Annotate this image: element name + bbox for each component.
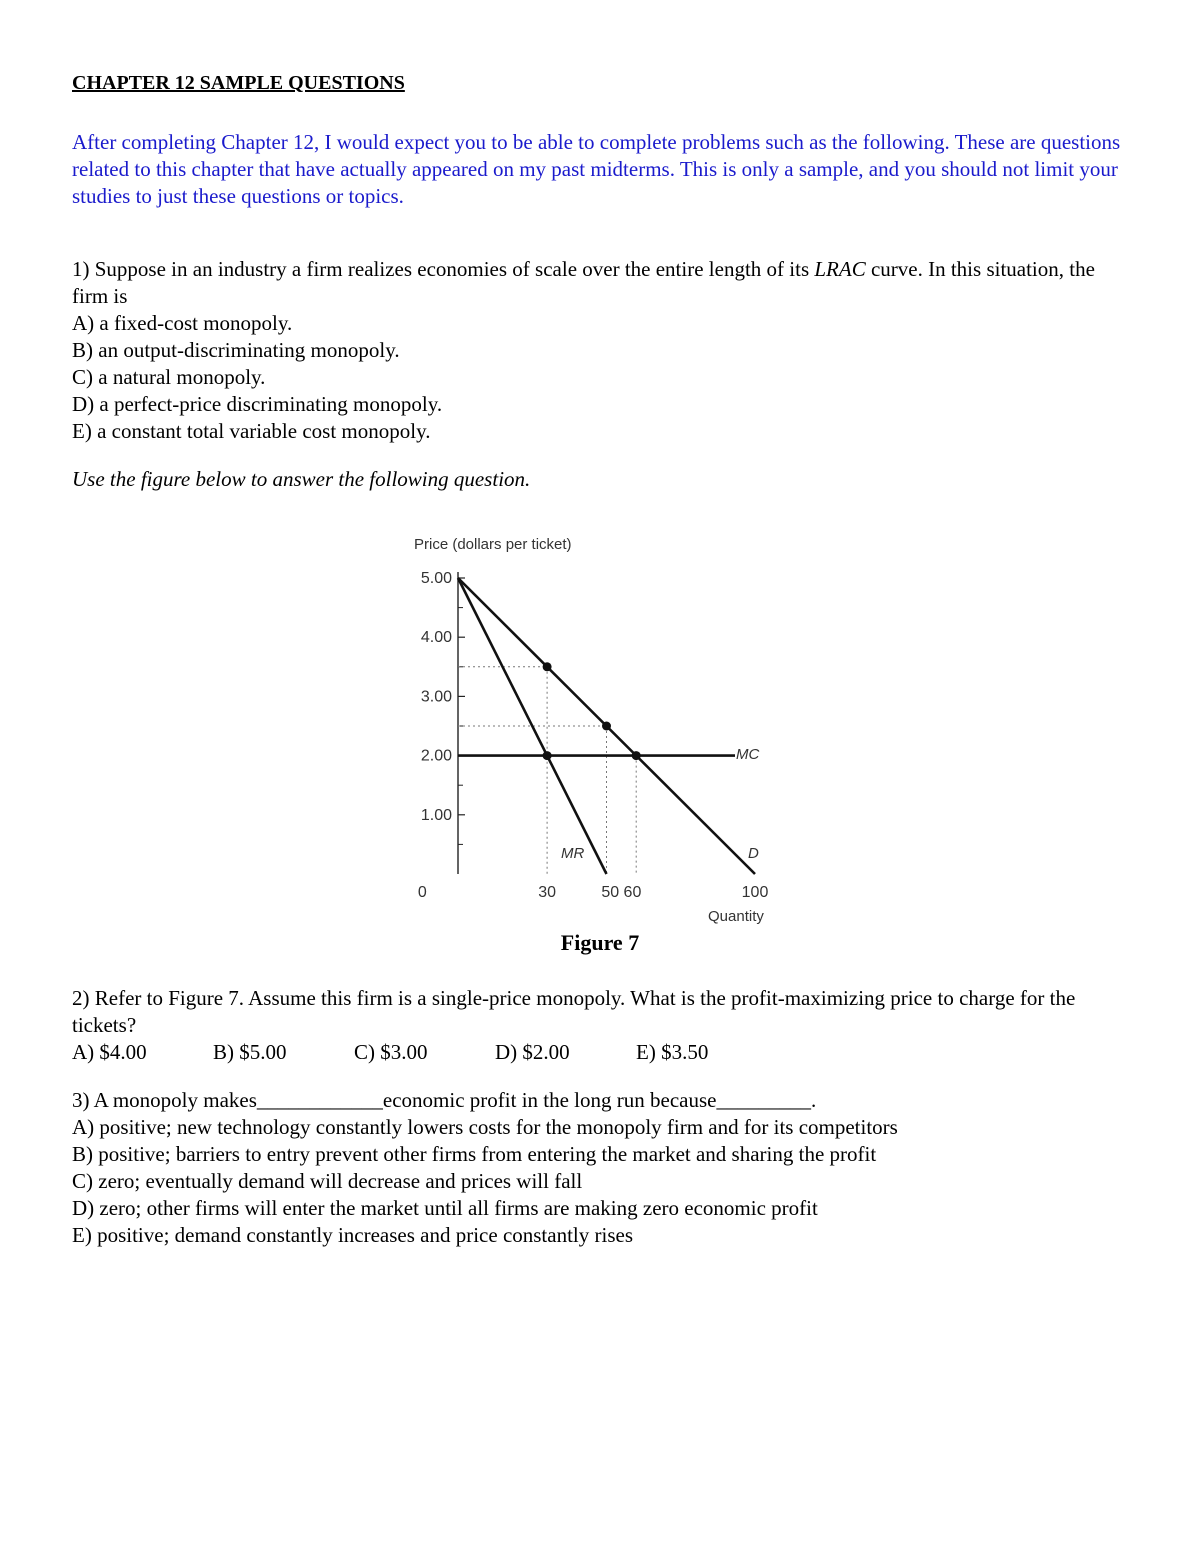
question-2-option-c: C) $3.00 (354, 1040, 428, 1064)
question-2-option-d: D) $2.00 (495, 1040, 570, 1064)
question-1-option-d: D) a perfect-price discriminating monopoly. (72, 392, 443, 416)
chart-point (543, 751, 552, 760)
question-3-option-e: E) positive; demand constantly increases and price constantly rises (72, 1223, 634, 1247)
intro-paragraph: After completing Chapter 12, I would expect you to be able to complete problems such as the following. These are questions related to this chapter that have actually appeared on my past midterms. This is only a sample, and you should not limit your studies to just these questions or topics. (72, 130, 1121, 208)
y-tick-label: 2.00 (420, 747, 452, 765)
question-3-option-c: C) zero; eventually demand will decrease and prices will fall (72, 1169, 583, 1193)
x-tick-label: 0 (417, 884, 427, 901)
question-1-option-e: E) a constant total variable cost monopoly. (72, 419, 431, 443)
question-2 (72, 985, 1132, 1066)
y-tick-label: 3.00 (420, 688, 452, 706)
question-2-options (72, 1039, 1132, 1066)
question-1-option-c: C) a natural monopoly. (72, 365, 266, 389)
chart-point (632, 751, 641, 760)
d-label: D (748, 845, 759, 862)
page-title: CHAPTER 12 SAMPLE QUESTIONS (72, 72, 405, 94)
x-tick-group (418, 884, 769, 901)
question-3-option-b: B) positive; barriers to entry prevent other firms from entering the market and sharing the profit (72, 1142, 877, 1166)
question-3-option-d: D) zero; other firms will enter the market until all firms are making zero economic profit (72, 1196, 818, 1220)
question-1-stem: 1) Suppose in an industry a firm realizes economies of scale over the entire length of its LRAC curve. In this situation, the firm is (72, 257, 1095, 308)
question-3 (72, 1087, 1132, 1249)
x-tick-label: 30 (538, 884, 556, 901)
y-tick-label: 5.00 (420, 570, 452, 587)
x-axis-label: Quantity (708, 908, 764, 925)
figure-instruction: Use the figure below to answer the following question. (72, 467, 531, 491)
question-2-option-a: A) $4.00 (72, 1040, 147, 1064)
mr-label: MR (561, 845, 585, 862)
mc-label: MC (736, 746, 760, 763)
x-tick-label: 50 60 (601, 884, 642, 901)
question-1 (72, 256, 1132, 445)
question-3-stem: 3) A monopoly makes____________economic profit in the long run because_________. (72, 1088, 817, 1112)
figure-caption: Figure 7 (560, 930, 640, 955)
chart-point (543, 662, 552, 671)
question-1-option-a: A) a fixed-cost monopoly. (72, 311, 293, 335)
x-tick-label: 100 (741, 884, 769, 901)
y-tick-label: 1.00 (420, 806, 452, 824)
question-2-option-e: E) $3.50 (636, 1040, 709, 1064)
figure-7-chart (400, 528, 800, 928)
y-tick-label: 4.00 (420, 629, 452, 647)
y-axis-label: Price (dollars per ticket) (414, 536, 572, 553)
question-2-stem: 2) Refer to Figure 7. Assume this firm is a single-price monopoly. What is the profit-maximizing price to charge for the tickets? (72, 986, 1076, 1037)
question-2-option-b: B) $5.00 (213, 1040, 287, 1064)
question-3-option-a: A) positive; new technology constantly lowers costs for the monopoly firm and for its competitors (72, 1115, 898, 1139)
chart-point (602, 722, 611, 731)
page-content (72, 70, 1132, 493)
guide-lines (458, 667, 636, 874)
question-1-option-b: B) an output-discriminating monopoly. (72, 338, 400, 362)
